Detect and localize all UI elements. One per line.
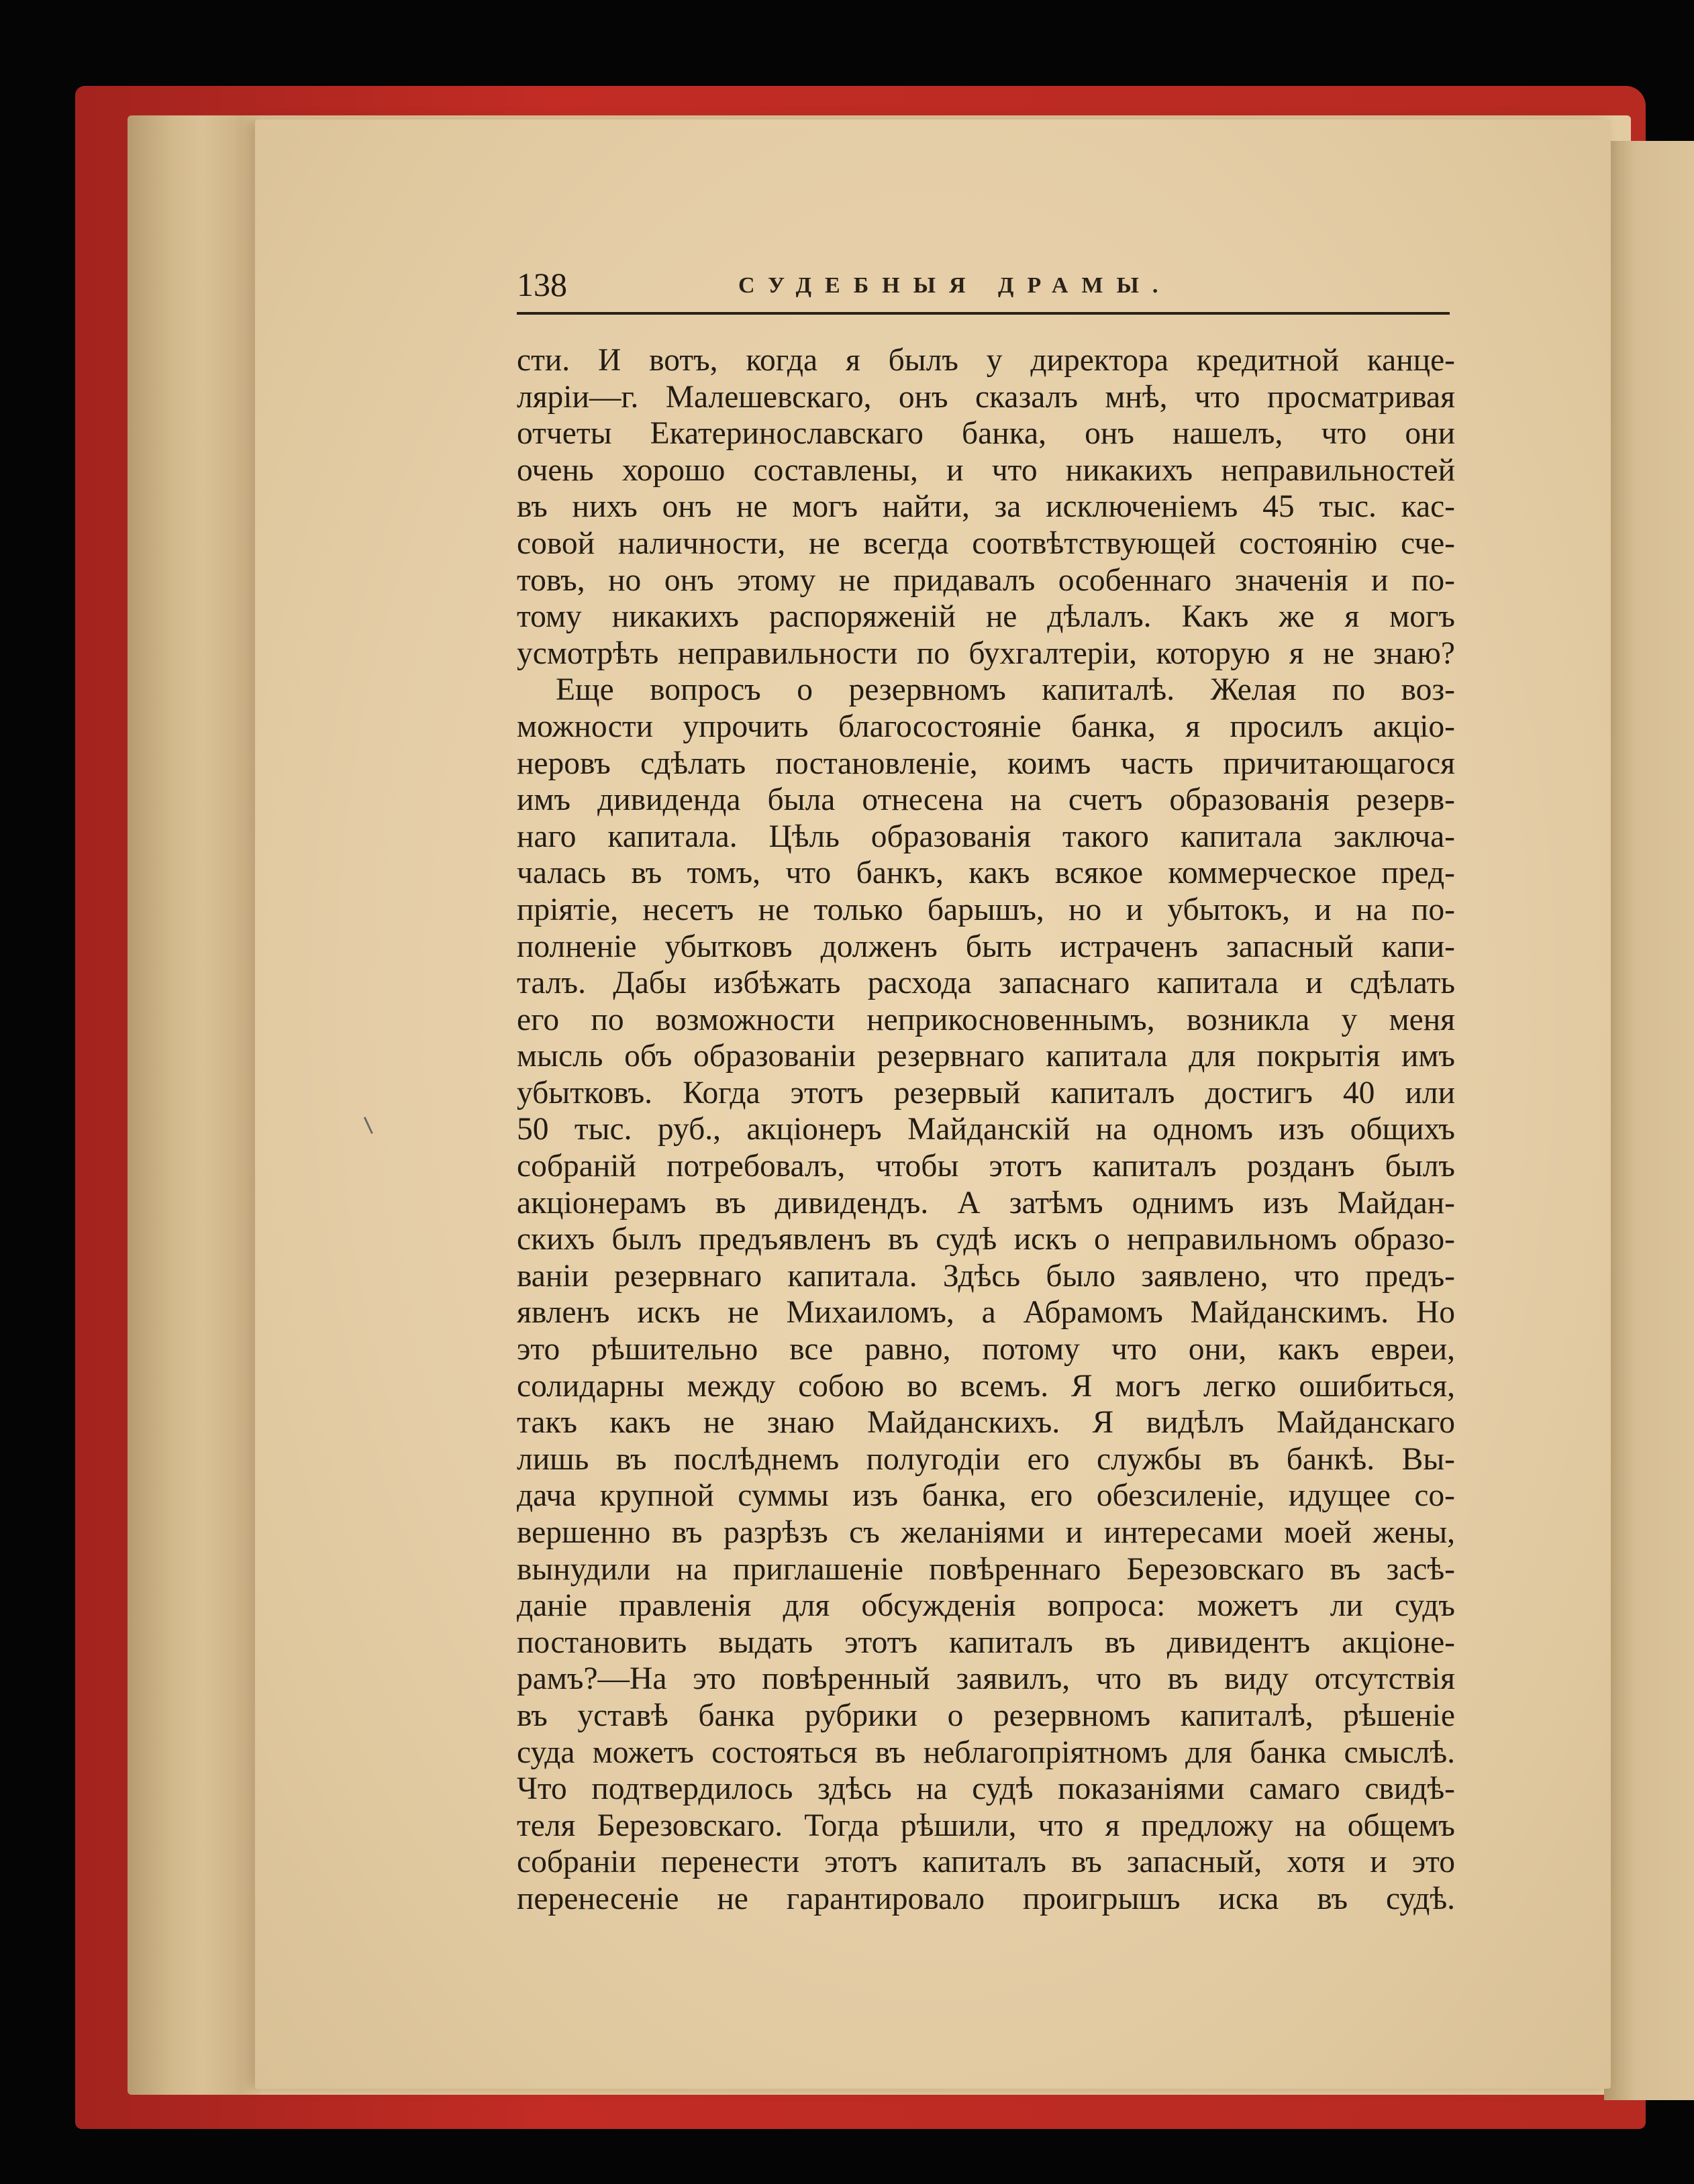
text-line: Еще вопросъ о резервномъ капиталѣ. Желая по воз- [556,672,1455,708]
running-title: СУДЕБНЫЯ ДРАМЫ. [738,273,1172,298]
text-line: вершенно въ разрѣзъ съ желаніями и интересами моей жены, [517,1515,1455,1550]
text-line: сти. И вотъ, когда я былъ у директора кредитной канце- [517,343,1455,378]
body-text [517,342,1455,1918]
text-line: отчеты Екатеринославскаго банка, онъ нашелъ, что они [517,416,1455,452]
pencil-mark-icon: ⸜ [355,1094,387,1141]
text-line: 50 тыс. руб., акціонеръ Майданскій на одномъ изъ общихъ [517,1112,1455,1147]
text-line: постановить выдать этотъ капиталъ въ дивидентъ акціоне- [517,1624,1455,1660]
text-line: скихъ былъ предъявленъ въ судѣ искъ о неправильномъ образо- [517,1222,1455,1257]
text-line: мысль объ образованіи резервнаго капитала для покрытія имъ [517,1039,1455,1074]
text-line: полненіе убытковъ долженъ быть истраченъ запасный капи- [517,929,1455,964]
text-line: явленъ искъ не Михаиломъ, а Абрамомъ Майданскимъ. Но [517,1295,1455,1331]
text-line: въ уставѣ банка рубрики о резервномъ капиталѣ, рѣшеніе [517,1698,1455,1733]
text-line: ляріи—г. Малешевскаго, онъ сказалъ мнѣ, что просматривая [517,379,1455,415]
text-line: лишь въ послѣднемъ полугодіи его службы въ банкѣ. Вы- [517,1441,1455,1477]
text-line: можности упрочить благосостояніе банка, я просилъ акціо- [517,709,1455,744]
text-line: вынудили на приглашеніе повѣреннаго Березовскаго въ засѣ- [517,1551,1455,1587]
page-header [517,265,1450,315]
text-line: даніе правленія для обсужденія вопроса: можетъ ли судъ [517,1588,1455,1624]
text-line: собраній потребовалъ, чтобы этотъ капиталъ розданъ былъ [517,1149,1455,1184]
text-line: очень хорошо составлены, и что никакихъ неправильностей [517,452,1455,488]
text-line: имъ дивиденда была отнесена на счетъ образованія резерв- [517,782,1455,818]
text-line: пріятіе, несетъ не только барышъ, но и убытокъ, и на по- [517,892,1455,927]
text-line: суда можетъ состояться въ неблагопріятномъ для банка смыслѣ. [517,1734,1455,1770]
text-line: въ нихъ онъ не могъ найти, за исключеніемъ 45 тыс. кас- [517,489,1455,525]
text-line: чалась въ томъ, что банкъ, какъ всякое коммерческое пред- [517,855,1455,891]
text-line: такъ какъ не знаю Майданскихъ. Я видѣлъ Майданскаго [517,1405,1455,1441]
text-line: собраніи перенести этотъ капиталъ въ запасный, хотя и это [517,1844,1455,1880]
text-line: дача крупной суммы изъ банка, его обезсиленіе, идущее со- [517,1478,1455,1514]
text-line: талъ. Дабы избѣжать расхода запаснаго капитала и сдѣлать [517,966,1455,1001]
page-number: 138 [517,266,567,303]
text-line: наго капитала. Цѣль образованія такого капитала заключа- [517,819,1455,854]
facing-page-edge [1604,141,1694,2100]
text-line: ваніи резервнаго капитала. Здѣсь было заявлено, что предъ- [517,1258,1455,1294]
text-line: солидарны между собою во всемъ. Я могъ легко ошибиться, [517,1368,1455,1404]
text-line: это рѣшительно все равно, потому что они, какъ евреи, [517,1332,1455,1367]
text-line: перенесеніе не гарантировало проигрышъ иска въ судѣ. [517,1881,1455,1916]
text-line: Что подтвердилось здѣсь на судѣ показаніями самаго свидѣ- [517,1771,1455,1807]
text-line: акціонерамъ въ дивидендъ. А затѣмъ однимъ изъ Майдан- [517,1185,1455,1220]
text-line: рамъ?—На это повѣренный заявилъ, что въ виду отсутствія [517,1661,1455,1697]
text-line: убытковъ. Когда этотъ резервый капиталъ достигъ 40 или [517,1075,1455,1110]
text-line: усмотрѣть неправильности по бухгалтеріи, которую я не знаю? [517,635,1455,671]
text-line: его по возможности неприкосновеннымъ, возникла у меня [517,1002,1455,1037]
text-line: теля Березовскаго. Тогда рѣшили, что я предложу на общемъ [517,1808,1455,1843]
text-line: совой наличности, не всегда соотвѣтствующей состоянію сче- [517,525,1455,561]
text-line: неровъ сдѣлать постановленіе, коимъ часть причитающагося [517,745,1455,781]
text-line: товъ, но онъ этому не придавалъ особеннаго значенія и по- [517,562,1455,598]
text-line: тому никакихъ распоряженій не дѣлалъ. Какъ же я могъ [517,599,1455,635]
